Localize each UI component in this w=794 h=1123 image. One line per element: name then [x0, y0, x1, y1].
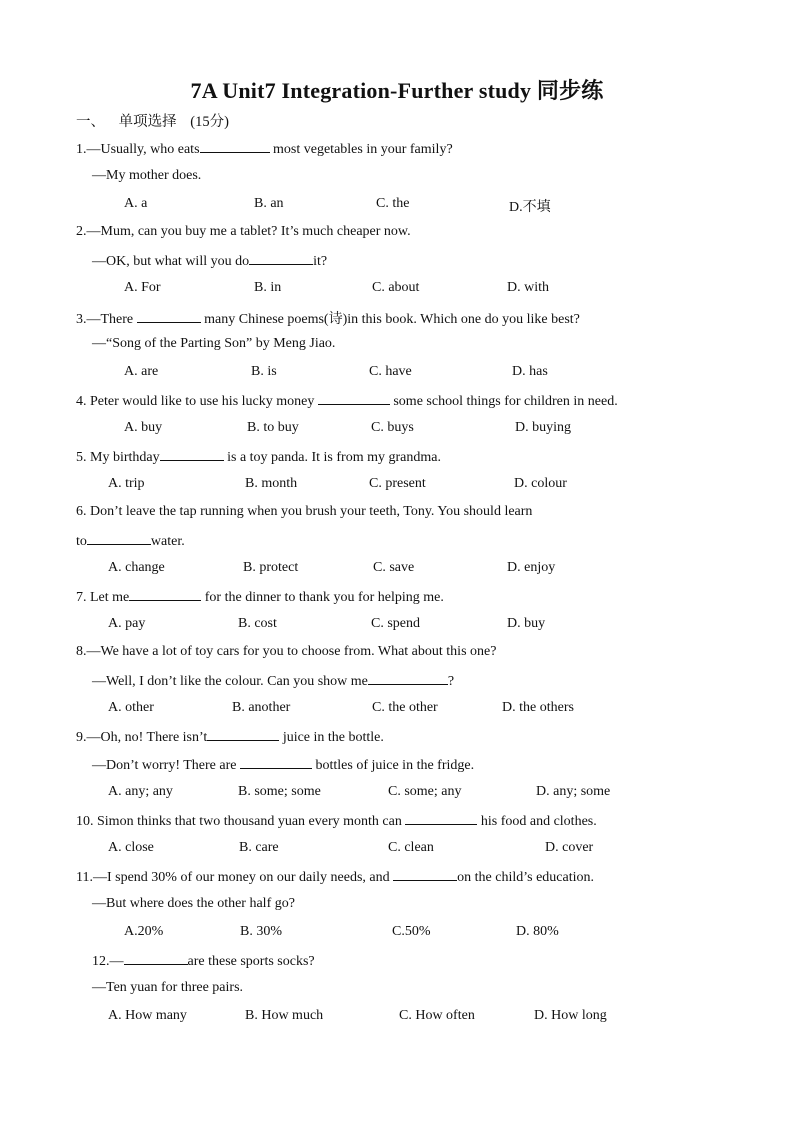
- question-text: 11.—I spend 30% of our money on our daily needs, and: [76, 870, 394, 885]
- question-text: on the child’s education.: [457, 870, 594, 885]
- question-3-option-b: B. is: [251, 364, 277, 379]
- question-7-option-b: B. cost: [238, 616, 277, 631]
- question-2-option-d: D. with: [507, 280, 549, 295]
- question-12-option-a: A. How many: [108, 1008, 187, 1023]
- question-8-line-2: [92, 672, 454, 690]
- answer-blank: [129, 588, 201, 601]
- question-text: 3.—There: [76, 312, 137, 327]
- question-7-line-1: [76, 588, 444, 606]
- question-8-option-d: D. the others: [502, 700, 574, 715]
- question-1-option-d: D.不填: [509, 200, 551, 215]
- question-text: to: [76, 534, 87, 549]
- question-text: ?: [447, 674, 455, 689]
- question-9-option-d: D. any; some: [536, 784, 611, 799]
- question-8-option-b: B. another: [232, 700, 291, 715]
- question-text: most vegetables in your family?: [269, 142, 453, 157]
- question-4-line-1: [76, 392, 618, 410]
- question-2-option-b: B. in: [254, 280, 282, 295]
- question-text: —Don’t worry! There are: [92, 758, 240, 773]
- question-7-option-c: C. spend: [371, 616, 420, 631]
- question-9-line-1: [76, 728, 384, 746]
- question-1-line-2: —My mother does.: [92, 168, 202, 183]
- question-7-option-d: D. buy: [507, 616, 546, 631]
- question-3-line-1: [76, 308, 580, 328]
- question-9-option-c: C. some; any: [388, 784, 462, 799]
- question-6-option-b: B. protect: [243, 560, 299, 575]
- question-5-option-a: A. trip: [108, 476, 145, 491]
- question-10-option-b: B. care: [239, 840, 279, 855]
- question-11-line-2: —But where does the other half go?: [92, 896, 295, 911]
- question-1-line-1: [76, 140, 453, 158]
- question-text: 4. Peter would like to use his lucky money: [76, 394, 318, 409]
- question-8-option-c: C. the other: [372, 700, 438, 715]
- question-10-option-d: D. cover: [545, 840, 594, 855]
- answer-blank: [393, 868, 457, 881]
- question-9-option-a: A. any; any: [108, 784, 173, 799]
- answer-blank: [160, 448, 224, 461]
- question-11-line-1: [76, 868, 594, 886]
- question-10-option-a: A. close: [108, 840, 154, 855]
- question-2-option-c: C. about: [372, 280, 420, 295]
- question-1-option-c: C. the: [376, 196, 410, 211]
- question-6-option-c: C. save: [373, 560, 415, 575]
- question-text: it?: [313, 254, 328, 269]
- question-11-option-a: A.20%: [124, 924, 164, 939]
- question-6-line-2: [76, 532, 185, 550]
- question-3-option-c: C. have: [369, 364, 412, 379]
- section-label: 单项选择: [118, 114, 177, 130]
- question-5-option-d: D. colour: [514, 476, 567, 491]
- question-7-option-a: A. pay: [108, 616, 146, 631]
- question-6-line-1: 6. Don’t leave the tap running when you brush your teeth, Tony. You should learn: [76, 504, 533, 519]
- question-9-option-b: B. some; some: [238, 784, 321, 799]
- question-text: 9.—Oh, no! There isn’t: [76, 730, 208, 745]
- answer-blank: [137, 310, 201, 323]
- section-header: [76, 110, 229, 131]
- question-10-line-1: [76, 812, 597, 830]
- question-text: juice in the bottle.: [279, 730, 384, 745]
- answer-blank: [87, 532, 151, 545]
- question-4-option-b: B. to buy: [247, 420, 299, 435]
- answer-blank: [200, 140, 270, 153]
- question-3-line-2: —“Song of the Parting Son” by Meng Jiao.: [92, 336, 336, 351]
- question-text: bottles of juice in the fridge.: [311, 758, 475, 773]
- section-number: 一、: [76, 114, 105, 130]
- question-text: water.: [150, 534, 185, 549]
- question-4-option-d: D. buying: [515, 420, 571, 435]
- answer-blank: [207, 728, 279, 741]
- question-text: 5. My birthday: [76, 450, 160, 465]
- section-points: (15分): [190, 114, 229, 130]
- question-text: 7. Let me: [76, 590, 130, 605]
- question-12-option-b: B. How much: [245, 1008, 324, 1023]
- question-1-option-a: A. a: [124, 196, 148, 211]
- question-1-option-b: B. an: [254, 196, 284, 211]
- question-9-line-2: [92, 756, 474, 774]
- question-10-option-c: C. clean: [388, 840, 434, 855]
- question-3-option-a: A. are: [124, 364, 159, 379]
- question-2-line-1: 2.—Mum, can you buy me a tablet? It’s much cheaper now.: [76, 224, 411, 239]
- question-6-option-a: A. change: [108, 560, 165, 575]
- question-2-option-a: A. For: [124, 280, 161, 295]
- question-text: for the dinner to thank you for helping me.: [201, 590, 444, 605]
- answer-blank: [318, 392, 390, 405]
- question-5-option-b: B. month: [245, 476, 298, 491]
- answer-blank: [249, 252, 313, 265]
- question-5-line-1: [76, 448, 441, 466]
- answer-blank: [240, 756, 312, 769]
- answer-blank: [405, 812, 477, 825]
- question-11-option-d: D. 80%: [516, 924, 559, 939]
- question-text: is a toy panda. It is from my grandma.: [223, 450, 441, 465]
- question-12-option-d: D. How long: [534, 1008, 607, 1023]
- question-text: —OK, but what will you do: [92, 254, 250, 269]
- question-text: are these sports socks?: [187, 954, 315, 969]
- question-8-option-a: A. other: [108, 700, 154, 715]
- question-6-option-d: D. enjoy: [507, 560, 556, 575]
- question-12-option-c: C. How often: [399, 1008, 475, 1023]
- question-4-option-a: A. buy: [124, 420, 163, 435]
- question-12-line-1: [92, 952, 315, 970]
- question-text: 1.—Usually, who eats: [76, 142, 200, 157]
- question-text: 12.—: [92, 954, 124, 969]
- question-text: his food and clothes.: [477, 814, 597, 829]
- question-3-option-d: D. has: [512, 364, 548, 379]
- answer-blank: [368, 672, 448, 685]
- question-5-option-c: C. present: [369, 476, 426, 491]
- question-2-line-2: [92, 252, 327, 270]
- answer-blank: [124, 952, 188, 965]
- question-text: —Well, I don’t like the colour. Can you show me: [92, 674, 368, 689]
- question-12-line-2: —Ten yuan for three pairs.: [92, 980, 244, 995]
- question-11-option-c: C.50%: [392, 924, 431, 939]
- worksheet-title: 7A Unit7 Integration-Further study 同步练: [190, 78, 604, 103]
- question-8-line-1: 8.—We have a lot of toy cars for you to choose from. What about this one?: [76, 644, 497, 659]
- question-11-option-b: B. 30%: [240, 924, 282, 939]
- question-4-option-c: C. buys: [371, 420, 414, 435]
- question-text: some school things for children in need.: [389, 394, 618, 409]
- question-text: 10. Simon thinks that two thousand yuan every month can: [76, 814, 406, 829]
- question-text: many Chinese poems(诗)in this book. Which one do you like best?: [200, 312, 580, 327]
